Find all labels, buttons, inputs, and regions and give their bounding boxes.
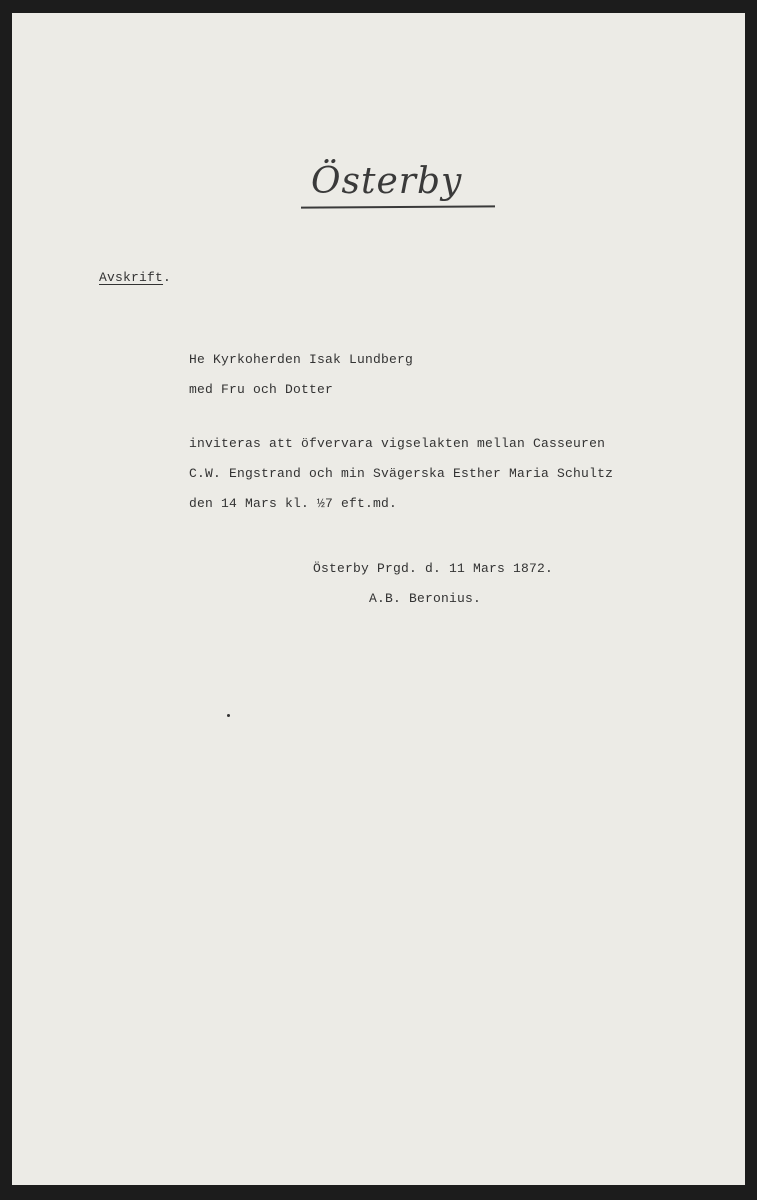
addressee-line-1: He Kyrkoherden Isak Lundberg	[189, 352, 414, 367]
body-line-2: C.W. Engstrand och min Svägerska Esther Maria Schultz	[189, 466, 614, 481]
handwritten-heading: Österby	[295, 150, 495, 214]
ink-speck	[227, 714, 230, 717]
copy-label-suffix: .	[163, 270, 172, 285]
copy-label	[99, 270, 171, 285]
body-line-1: inviteras att öfvervara vigselakten mellan Casseuren	[189, 436, 606, 451]
signature-line: A.B. Beronius.	[369, 591, 482, 606]
body-line-3: den 14 Mars kl. ½7 eft.md.	[189, 496, 398, 511]
addressee-line-2: med Fru och Dotter	[189, 382, 334, 397]
copy-label-text: Avskrift	[99, 270, 164, 285]
place-date-line: Österby Prgd. d. 11 Mars 1872.	[313, 561, 554, 576]
